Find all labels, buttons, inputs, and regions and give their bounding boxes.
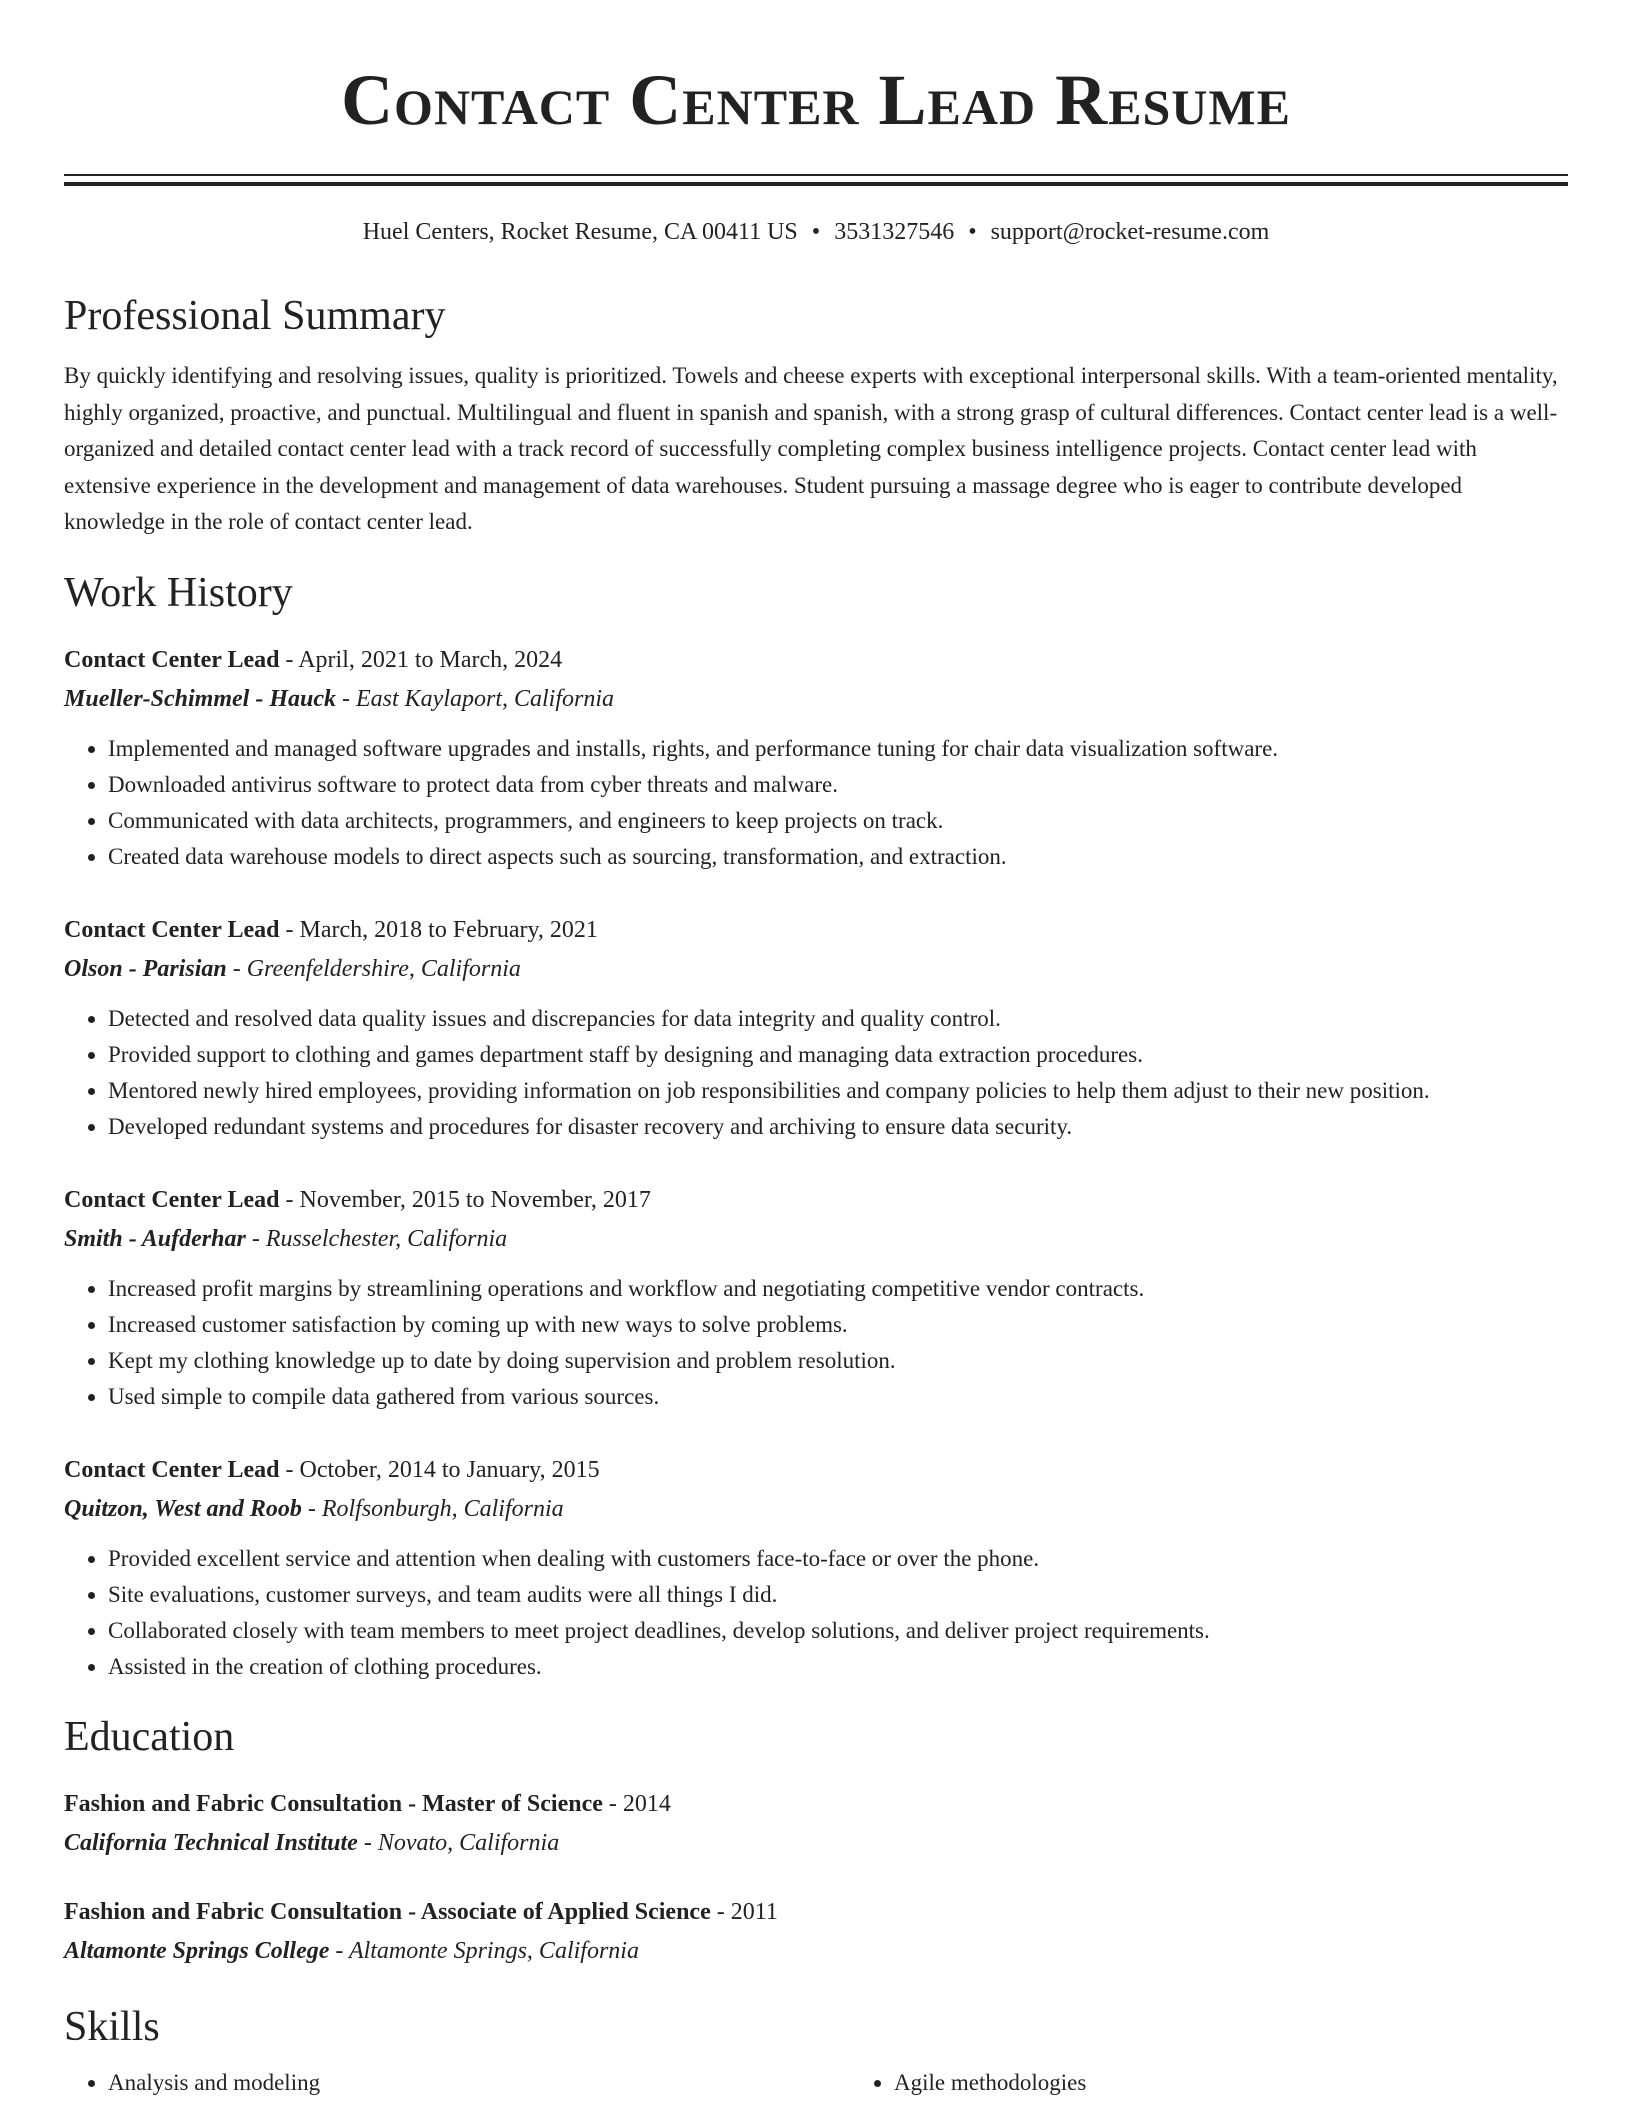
job-entry <box>64 641 1568 875</box>
job-location: Rolfsonburgh, California <box>321 1495 564 1522</box>
job-title: Contact Center Lead <box>64 646 280 673</box>
resume-page <box>64 0 1568 2101</box>
job-title: Contact Center Lead <box>64 1456 280 1483</box>
job-title-line: Contact Center Lead - October, 2014 to January, 2015 <box>64 1456 600 1483</box>
job-dates: October, 2014 to January, 2015 <box>299 1456 600 1483</box>
skill-item: • Agile methodologies <box>894 2065 1632 2101</box>
job-title: Contact Center Lead <box>64 1186 280 1213</box>
job-dates: November, 2015 to November, 2017 <box>299 1186 651 1213</box>
contact-line <box>64 216 1568 248</box>
job-bullet: • Implemented and managed software upgrades and installs, rights, and performance tuning for chair data visualization software. <box>108 731 1568 767</box>
job-bullet: • Used simple to compile data gathered from various sources. <box>108 1379 1568 1415</box>
skills-list-right <box>850 2065 1632 2101</box>
education-year: 2011 <box>730 1898 778 1925</box>
job-company: Olson - Parisian <box>64 955 227 982</box>
job-bullet: • Created data warehouse models to direct aspects such as sourcing, transformation, and extraction. <box>108 839 1568 875</box>
job-entry <box>64 1181 1568 1415</box>
education-school: Altamonte Springs College <box>64 1937 330 1964</box>
skills-list-left <box>64 2065 850 2101</box>
education-entry <box>64 1893 1568 1971</box>
job-company: Quitzon, West and Roob <box>64 1495 302 1522</box>
job-bullet: • Assisted in the creation of clothing procedures. <box>108 1649 1568 1685</box>
title-divider-thin <box>64 174 1568 176</box>
summary-heading: Professional Summary <box>64 293 446 339</box>
job-entry <box>64 1451 1568 1685</box>
education-degree-line: Fashion and Fabric Consultation - Master of Science - 2014 <box>64 1790 671 1817</box>
job-bullet: • Increased profit margins by streamlining operations and workflow and negotiating competitive vendor contracts. <box>108 1271 1568 1307</box>
job-employer-line: Smith - Aufderhar - Russelchester, California <box>64 1225 508 1252</box>
job-employer-line: Mueller-Schimmel - Hauck - East Kaylaport, California <box>64 685 615 712</box>
job-bullet: • Detected and resolved data quality issues and discrepancies for data integrity and quality control. <box>108 1001 1568 1037</box>
job-location: Greenfeldershire, California <box>246 955 521 982</box>
job-title-line: Contact Center Lead - April, 2021 to March, 2024 <box>64 646 563 673</box>
title-divider-thick <box>64 182 1568 186</box>
education-entry <box>64 1785 1568 1863</box>
job-company: Mueller-Schimmel - Hauck <box>64 685 336 712</box>
education-degree: Fashion and Fabric Consultation - Master of Science <box>64 1790 603 1817</box>
job-bullet-list <box>64 1541 1568 1685</box>
education-school-line: California Technical Institute - Novato, California <box>64 1829 560 1856</box>
skills-heading: Skills <box>64 2003 160 2050</box>
job-bullet-list <box>64 1271 1568 1415</box>
education-degree-line: Fashion and Fabric Consultation - Associate of Applied Science - 2011 <box>64 1898 778 1925</box>
contact-separator: • <box>968 219 977 245</box>
education-school: California Technical Institute <box>64 1829 358 1856</box>
job-bullet: • Communicated with data architects, programmers, and engineers to keep projects on track. <box>108 803 1568 839</box>
job-bullet: • Collaborated closely with team members to meet project deadlines, develop solutions, and deliver project requirements. <box>108 1613 1568 1649</box>
contact-separator: • <box>811 219 821 245</box>
job-bullet: • Provided support to clothing and games department staff by designing and managing data extraction procedures. <box>108 1037 1568 1073</box>
job-dates: March, 2018 to February, 2021 <box>299 916 598 943</box>
job-bullet: • Site evaluations, customer surveys, and team audits were all things I did. <box>108 1577 1568 1613</box>
education-location: Novato, California <box>377 1829 560 1856</box>
education-degree: Fashion and Fabric Consultation - Associate of Applied Science <box>64 1898 711 1925</box>
job-bullet: • Kept my clothing knowledge up to date by doing supervision and problem resolution. <box>108 1343 1568 1379</box>
contact-phone: 3531327546 <box>834 219 955 245</box>
job-title: Contact Center Lead <box>64 916 280 943</box>
job-title-line: Contact Center Lead - March, 2018 to February, 2021 <box>64 916 598 943</box>
skill-item: • Analysis and modeling <box>108 2065 850 2101</box>
job-bullet-list <box>64 1001 1568 1145</box>
job-bullet: • Downloaded antivirus software to protect data from cyber threats and malware. <box>108 767 1568 803</box>
job-bullet: • Developed redundant systems and procedures for disaster recovery and archiving to ensure data security. <box>108 1109 1568 1145</box>
work-history-heading: Work History <box>64 569 293 616</box>
resume-title: Contact Center Lead Resume <box>341 60 1291 140</box>
skills-columns <box>64 2065 1568 2101</box>
contact-email: support@rocket-resume.com <box>990 219 1270 245</box>
education-heading: Education <box>64 1713 235 1760</box>
education-location: Altamonte Springs, California <box>348 1937 639 1964</box>
education-school-line: Altamonte Springs College - Altamonte Springs, California <box>64 1937 639 1964</box>
job-location: East Kaylaport, California <box>356 685 615 712</box>
job-entry <box>64 911 1568 1145</box>
job-company: Smith - Aufderhar <box>64 1225 246 1252</box>
job-title-line: Contact Center Lead - November, 2015 to November, 2017 <box>64 1186 651 1213</box>
job-bullet: • Provided excellent service and attention when dealing with customers face-to-face or over the phone. <box>108 1541 1568 1577</box>
job-employer-line: Olson - Parisian - Greenfeldershire, California <box>64 955 521 982</box>
job-employer-line: Quitzon, West and Roob - Rolfsonburgh, California <box>64 1495 564 1522</box>
job-bullet: • Mentored newly hired employees, providing information on job responsibilities and company policies to help them adjust to their new position. <box>108 1073 1568 1109</box>
job-bullet: • Increased customer satisfaction by coming up with new ways to solve problems. <box>108 1307 1568 1343</box>
job-bullet-list <box>64 731 1568 875</box>
job-location: Russelchester, California <box>265 1225 508 1252</box>
contact-address: Huel Centers, Rocket Resume, CA 00411 US <box>362 219 798 245</box>
education-year: 2014 <box>622 1790 671 1817</box>
job-dates: April, 2021 to March, 2024 <box>298 646 563 673</box>
summary-text: By quickly identifying and resolving issues, quality is prioritized. Towels and cheese experts with exceptional interpersonal skills. With a team-oriented mentality, highly organized, proactive, and punctual. Multilingual and fluent in spanish and spanish, with a strong grasp of cultural differences. Contact center lead is a well-organized and detailed contact center lead with a track record of successfully completing complex business intelligence projects. Contact center lead with extensive experience in the development and management of data warehouses. Student pursuing a massage degree who is eager to contribute developed knowledge in the role of contact center lead. <box>64 363 1558 534</box>
